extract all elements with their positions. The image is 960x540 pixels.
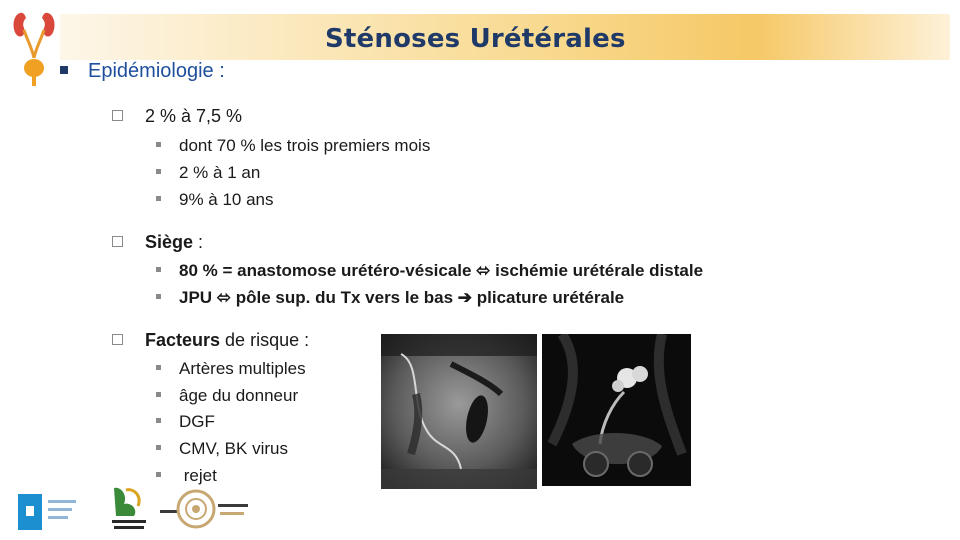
list-item	[156, 288, 624, 308]
list-item-text: CMV, BK virus	[179, 439, 288, 458]
list-item	[156, 136, 430, 156]
kidney-logo-icon	[12, 8, 56, 88]
square-bullet-icon	[156, 142, 161, 147]
section-heading-text: Epidémiologie :	[88, 60, 225, 82]
square-bullet-icon	[156, 365, 161, 370]
list-item	[156, 163, 260, 183]
bullet-incidence	[112, 106, 242, 127]
list-item	[156, 359, 306, 379]
list-item	[156, 261, 703, 281]
square-bullet-icon	[156, 445, 161, 450]
xray-image-stenosis	[381, 334, 537, 489]
square-bullet-icon	[156, 267, 161, 272]
checkbox-bullet-icon	[112, 236, 123, 247]
list-item	[156, 386, 298, 406]
square-bullet-icon	[156, 196, 161, 201]
siege-label-rest: :	[193, 232, 204, 252]
list-item-text: 9% à 10 ans	[179, 190, 274, 209]
list-item-text: rejet	[179, 466, 217, 485]
bullet-facteurs	[112, 330, 309, 351]
square-bullet-icon	[156, 169, 161, 174]
bullet-siege	[112, 232, 203, 253]
list-item	[156, 190, 274, 210]
checkbox-bullet-icon	[112, 334, 123, 345]
section-bullet	[60, 66, 68, 74]
facteurs-label: Facteurs	[145, 330, 221, 350]
square-bullet-icon	[156, 472, 161, 477]
faculty-logo-icon	[160, 486, 252, 532]
square-bullet-icon	[156, 418, 161, 423]
square-bullet-icon	[156, 392, 161, 397]
list-item-text: JPU ⬄ pôle sup. du Tx vers le bas ➔ plicature urétérale	[179, 288, 625, 307]
slide-title: Sténoses Urétérales	[325, 24, 626, 54]
hospital-logo-icon	[18, 494, 90, 530]
list-item-text: âge du donneur	[179, 386, 299, 405]
checkbox-bullet-icon	[112, 110, 123, 121]
lyon-sud-logo-icon	[108, 484, 150, 534]
list-item-text: dont 70 % les trois premiers mois	[179, 136, 431, 155]
list-item-text: Artères multiples	[179, 359, 306, 378]
section-heading	[60, 60, 225, 83]
list-item	[156, 466, 217, 486]
incidence-label: 2 % à 7,5 %	[145, 106, 243, 126]
xray-image-urogram	[542, 334, 691, 486]
siege-label: Siège	[145, 232, 194, 252]
list-item	[156, 412, 215, 432]
facteurs-label-rest: de risque :	[220, 330, 310, 350]
list-item-text: 80 % = anastomose urétéro-vésicale ⬄ ischémie urétérale distale	[179, 261, 704, 280]
list-item-text: DGF	[179, 412, 215, 431]
list-item-text: 2 % à 1 an	[179, 163, 261, 182]
square-bullet-icon	[156, 294, 161, 299]
list-item	[156, 439, 288, 459]
